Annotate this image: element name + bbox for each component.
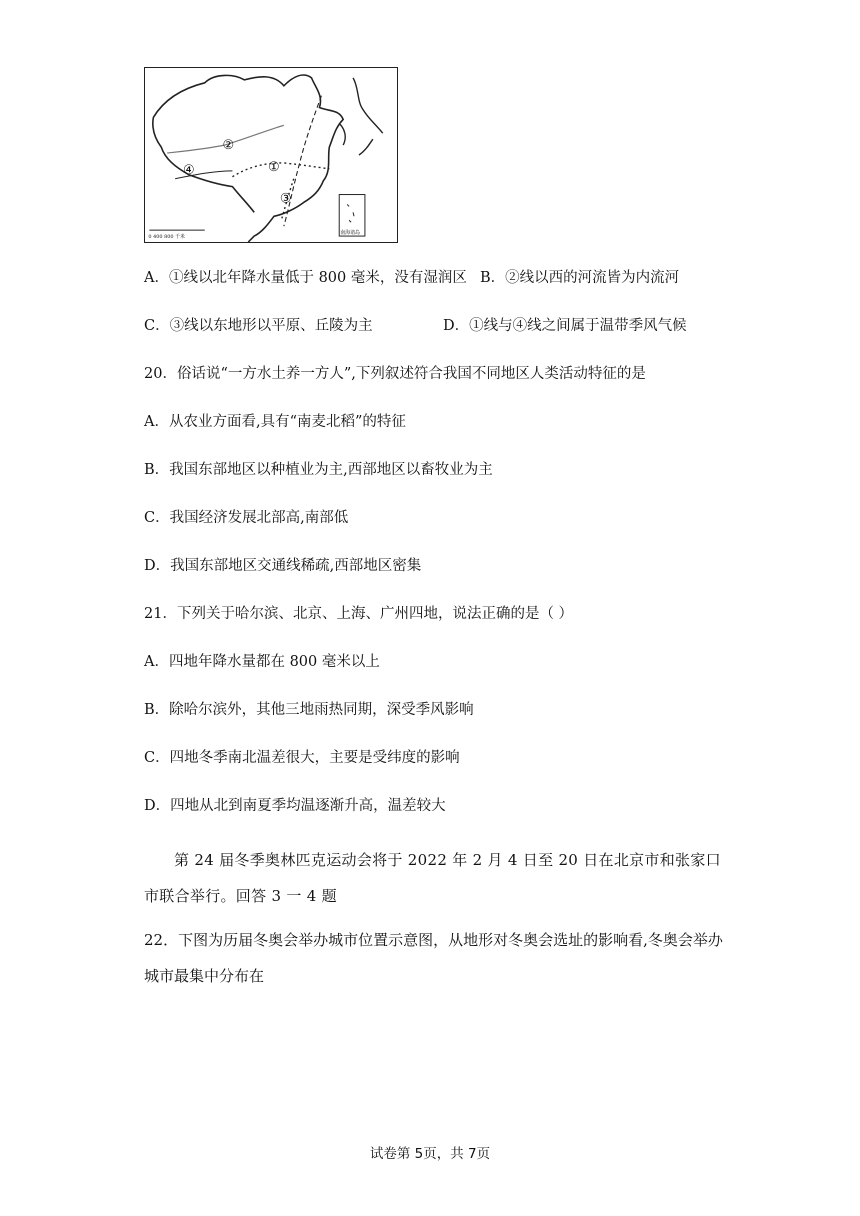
q19-option-b: B．②线以西的河流皆为内流河 [480, 270, 680, 286]
label-1: ① [268, 159, 280, 175]
q21-option-b: B．除哈尔滨外，其他三地雨热同期，深受季风影响 [144, 702, 474, 718]
line-dashed [284, 96, 322, 227]
scale-text: 0 400 800 千米 [148, 234, 185, 241]
q20-option-a: A．从农业方面看,具有“南麦北稻”的特征 [144, 414, 406, 430]
page-footer: 试卷第 5页，共 7页 [369, 1146, 491, 1162]
china-map-svg [145, 68, 397, 242]
label-4: ④ [183, 162, 195, 178]
label-3: ③ [279, 191, 292, 207]
q21-option-c: C．四地冬季南北温差很大，主要是受纬度的影响 [144, 750, 460, 766]
q20-stem: 20．俗话说“一方水土养一方人”,下列叙述符合我国不同地区人类活动特征的是 [144, 366, 646, 382]
passage-text: 第 24 届冬季奥林匹克运动会将于 2022 年 2 月 4 日至 20 日在北京市和张家口市联合举行。回答 3 一 4 题 [144, 851, 721, 905]
q19-option-c: C．③线以东地形以平原、丘陵为主 [144, 318, 373, 334]
inset-text: 南海诸岛 [340, 230, 360, 237]
line-1 [232, 163, 329, 177]
q19-option-a: A．①线以北年降水量低于 800 毫米，没有湿润区 [144, 270, 467, 286]
korea-outline [339, 123, 345, 145]
q21-option-a: A．四地年降水量都在 800 毫米以上 [144, 654, 380, 670]
q22-stem: 22．下图为历届冬奥会举办城市位置示意图，从地形对冬奥会选址的影响看,冬奥会举办城市最集中分布在 [144, 931, 723, 985]
q21-option-d: D．四地从北到南夏季均温逐渐升高，温差较大 [144, 798, 446, 814]
japan-outline [353, 78, 383, 155]
china-border [153, 75, 343, 242]
china-map-figure [144, 67, 398, 243]
q20-option-c: C．我国经济发展北部高,南部低 [144, 510, 349, 526]
q21-stem: 21．下列关于哈尔滨、北京、上海、广州四地，说法正确的是（ ） [144, 606, 574, 622]
label-2: ② [222, 138, 235, 154]
q20-option-b: B．我国东部地区以种植业为主,西部地区以畜牧业为主 [144, 462, 493, 478]
q20-option-d: D．我国东部地区交通线稀疏,西部地区密集 [144, 558, 422, 574]
q19-option-d: D．①线与④线之间属于温带季风气候 [443, 318, 687, 334]
